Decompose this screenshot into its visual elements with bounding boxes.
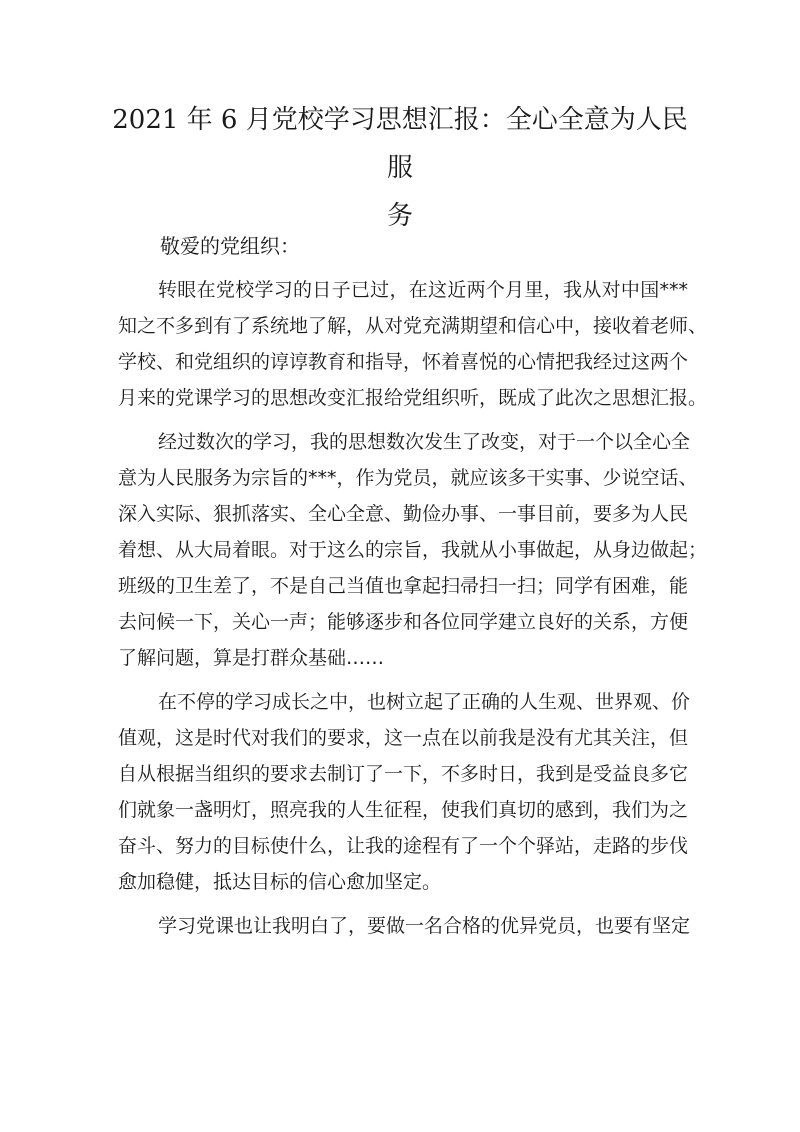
document-body	[118, 272, 708, 944]
text-line: 去问候一下，关心一声；能够逐步和各位同学建立良好的关系，方便	[118, 611, 689, 633]
paragraph	[118, 684, 691, 900]
text-line: 在不停的学习成长之中，也树立起了正确的人生观、世界观、价	[158, 691, 691, 713]
text-line: 了解问题，算是打群众基础……	[118, 647, 385, 669]
text-line: 学校、和党组织的谆谆教育和指导，怀着喜悦的心情把我经过这两个	[118, 351, 689, 373]
text-line: 班级的卫生差了，不是自己当值也拿起扫帚扫一扫；同学有困难，能	[118, 575, 689, 597]
paragraph	[118, 272, 708, 416]
text-line: 意为人民服务为宗旨的***，作为党员，就应该多干实事、少说空话、	[118, 467, 698, 489]
text-line: 知之不多到有了系统地了解，从对党充满期望和信心中，接收着老师、	[118, 315, 708, 337]
text-line: 值观，这是时代对我们的要求，这一点在以前我是没有尤其关注，但	[118, 727, 689, 749]
salutation: 敬爱的党组织：	[160, 234, 300, 258]
paragraph	[118, 424, 708, 676]
title-line-2: 务	[386, 201, 413, 231]
text-line: 深入实际、狠抓落实、全心全意、勤俭办事、一事目前，要多为人民	[118, 503, 689, 525]
text-line: 转眼在党校学习的日子已过，在这近两个月里，我从对中国***	[158, 279, 688, 301]
text-line: 奋斗、努力的目标使什么，让我的途程有了一个个驿站，走路的步伐	[118, 835, 689, 857]
text-line: 们就象一盏明灯，照亮我的人生征程，使我们真切的感到，我们为之	[118, 799, 689, 821]
text-line: 愈加稳健，抵达目标的信心愈加坚定。	[118, 871, 442, 893]
text-line: 自从根据当组织的要求去制订了一下，不多时日，我到是受益良多它	[118, 763, 689, 785]
text-line: 月来的党课学习的思想改变汇报给党组织听，既成了此次之思想汇报。	[118, 387, 708, 409]
paragraph	[118, 908, 691, 944]
text-line: 学习党课也让我明白了，要做一名合格的优异党员，也要有坚定	[158, 915, 691, 937]
text-line: 经过数次的学习，我的思想数次发生了改变，对于一个以全心全	[158, 431, 691, 453]
document-title	[100, 96, 700, 240]
text-line: 着想、从大局着眼。对于这么的宗旨，我就从小事做起，从身边做起；	[118, 539, 708, 561]
title-line-1: 2021 年 6 月党校学习思想汇报：全心全意为人民服	[112, 105, 688, 183]
